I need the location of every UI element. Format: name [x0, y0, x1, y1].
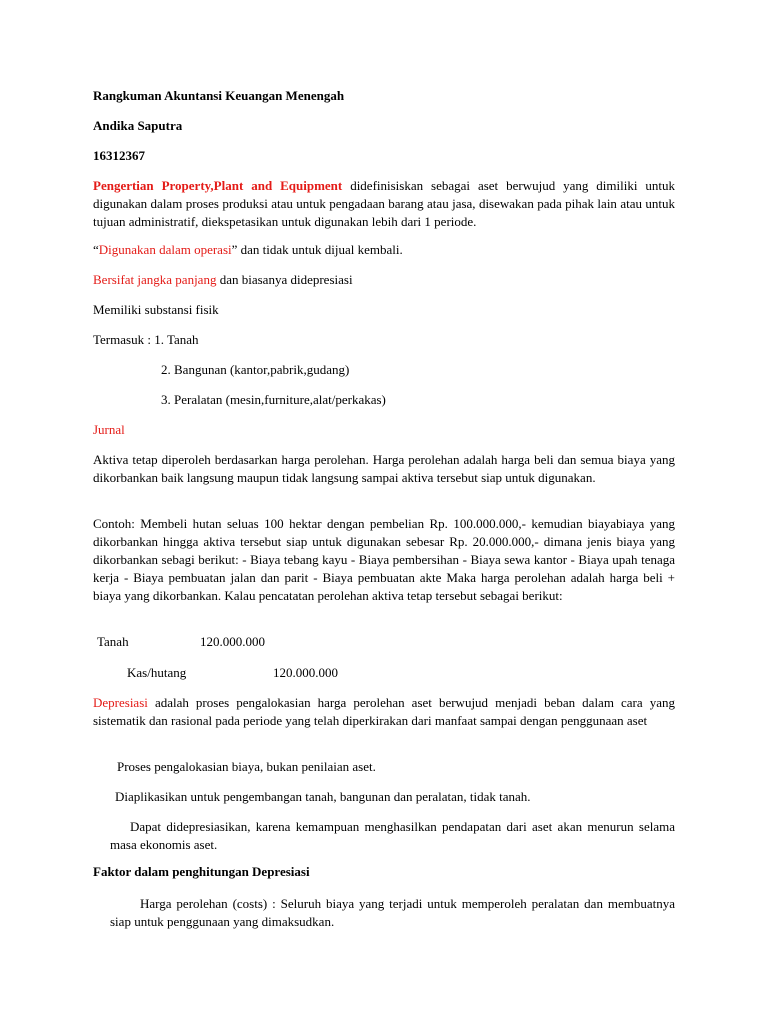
student-id: 16312367 — [93, 148, 145, 163]
includes-line-1 — [93, 331, 199, 349]
author-name: Andika Saputra — [93, 118, 183, 133]
intro-paragraph — [93, 177, 675, 231]
point-physical: Memiliki substansi fisik — [93, 302, 219, 317]
includes-item-1: 1. Tanah — [154, 332, 199, 347]
depresiasi-text: adalah proses pengalokasian harga perolehan aset berwujud menjadi beban dalam cara yang sistematik dan rasional pada periode yang telah diperkirakan dari manfaat sampai dengan penggunaan aset — [93, 695, 675, 728]
entry-amount-credit: 120.000.000 — [273, 665, 338, 680]
quote-open: “ — [93, 242, 99, 257]
entry-amount-debit: 120.000.000 — [200, 634, 265, 649]
point-long-term — [93, 271, 353, 289]
entry-account-credit: Kas/hutang — [127, 665, 187, 680]
depresiasi-term: Depresiasi — [93, 695, 148, 710]
point-operation-rest: ” dan tidak untuk dijual kembali. — [231, 242, 403, 257]
jurnal-paragraph-2: Contoh: Membeli hutan seluas 100 hektar dengan pembelian Rp. 100.000.000,- kemudian biayabiaya yang dikorbankan hingga aktiva tersebut siap untuk digunakan sebesar Rp. 20.000.000,- dimana jenis biaya yang dikorbankan sebagi berikut: - Biaya tebang kayu - Biaya pembersihan - Biaya sewa kantor - Biaya upah tenaga kerja - Biaya pembuatan jalan dan parit - Biaya pembuatan akte Maka harga perolehan adalah harga beli + biaya yang dikorbankan. Kalau pencatatan perolehan aktiva tetap tersebut sebagai berikut: — [93, 516, 675, 603]
depresiasi-note-2: Diaplikasikan untuk pengembangan tanah, bangunan dan peralatan, tidak tanah. — [115, 789, 531, 804]
intro-text: didefinisiskan sebagai aset berwujud yang dimiliki untuk digunakan dalam proses produksi atau untuk pengadaan barang atau jasa, disewakan pada pihak lain atau untuk tujuan administratif, diekspetasikan untuk digunakan lebih dari 1 periode. — [93, 178, 676, 229]
jurnal-heading: Jurnal — [93, 422, 125, 437]
faktor-paragraph: Harga perolehan (costs) : Seluruh biaya yang terjadi untuk memperoleh peralatan dan membuatnya siap untuk penggunaan yang dimaksudkan. — [110, 896, 675, 929]
depresiasi-paragraph — [93, 694, 675, 730]
point-operation-highlight: Digunakan dalam operasi — [98, 242, 232, 257]
entry-account-debit: Tanah — [97, 634, 129, 649]
depresiasi-note-3: Dapat didepresiasikan, karena kemampuan menghasilkan pendapatan dari aset akan menurun selama masa ekonomis aset. — [110, 819, 675, 852]
point-long-term-highlight: Bersifat jangka panjang — [93, 272, 217, 287]
document-title: Rangkuman Akuntansi Keuangan Menengah — [93, 88, 345, 103]
depresiasi-note-1: Proses pengalokasian biaya, bukan penilaian aset. — [117, 759, 376, 774]
faktor-heading: Faktor dalam penghitungan Depresiasi — [93, 864, 310, 879]
jurnal-paragraph-1: Aktiva tetap diperoleh berdasarkan harga perolehan. Harga perolehan adalah harga beli dan semua biaya yang dikorbankan baik langsung maupun tidak langsung sampai aktiva tersebut siap untuk digunakan. — [93, 452, 675, 485]
intro-term: Pengertian Property,Plant and Equipment — [93, 178, 343, 193]
includes-item-2: 2. Bangunan (kantor,pabrik,gudang) — [161, 362, 350, 377]
includes-label: Termasuk : — [93, 332, 155, 347]
point-operation — [93, 241, 403, 259]
includes-item-3: 3. Peralatan (mesin,furniture,alat/perkakas) — [161, 392, 386, 407]
point-long-term-rest: dan biasanya didepresiasi — [216, 272, 353, 287]
